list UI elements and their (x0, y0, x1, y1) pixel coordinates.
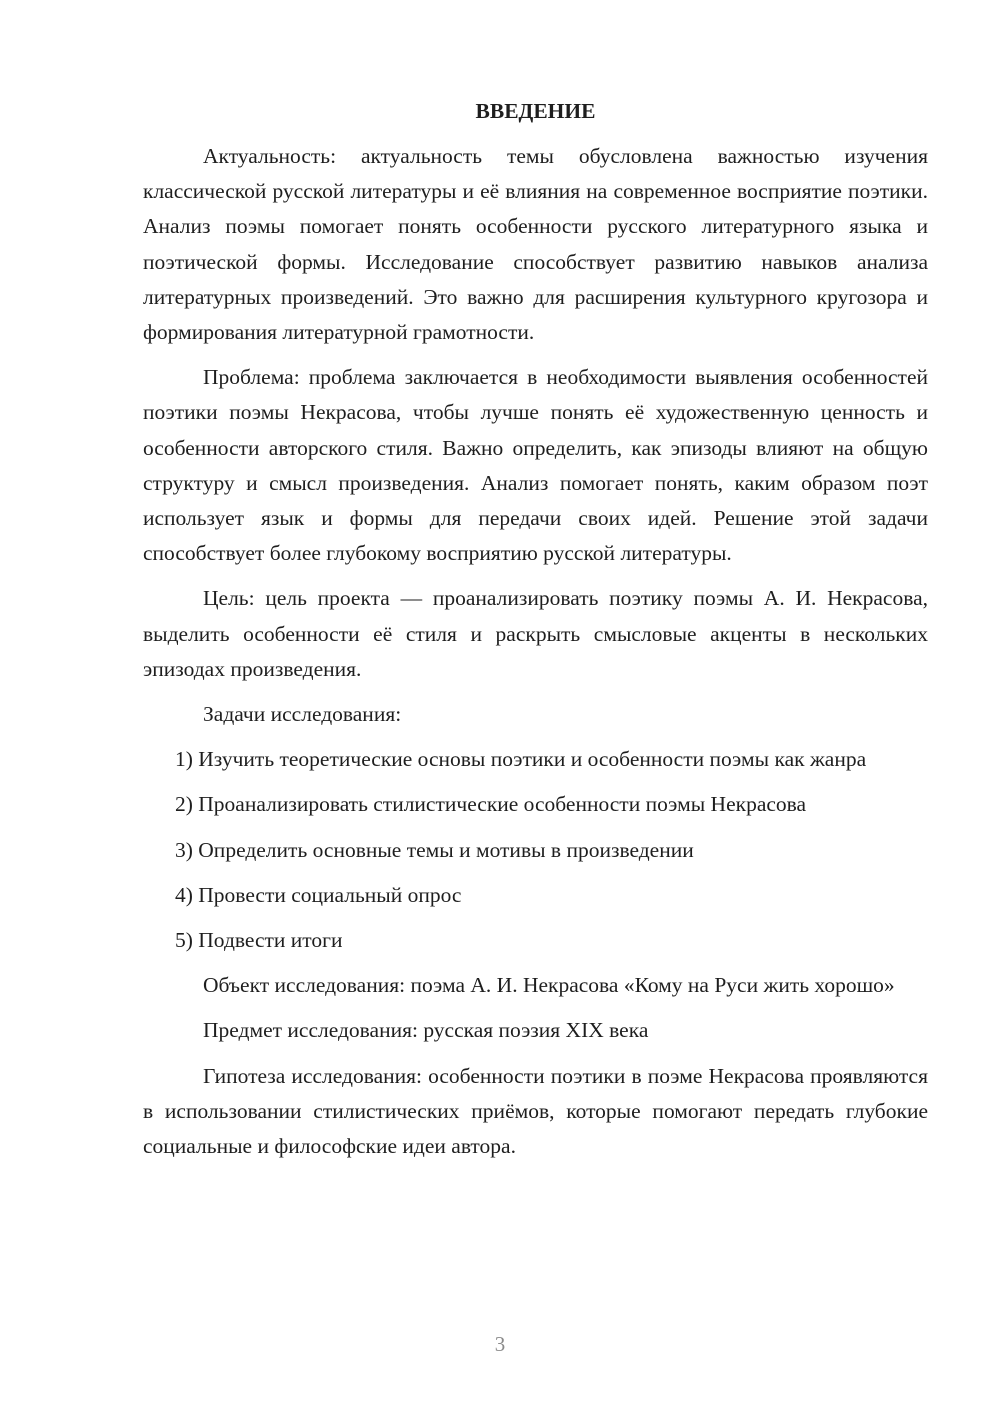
task-item: 2) Проанализировать стилистические особенности поэмы Некрасова (175, 792, 807, 817)
task-item: 3) Определить основные темы и мотивы в произведении (175, 837, 694, 862)
document-body (143, 94, 928, 1174)
task-item: 4) Провести социальный опрос (175, 882, 462, 907)
problem-paragraph: Проблема: проблема заключается в необходимости выявления особенностей поэтики поэмы Некрасова, чтобы лучше понять её художественную ценность и особенности авторского стиля. Важно определить, как эпизоды влияют на общую структуру и смысл произведения. Анализ помогает понять, каким образом поэт использует язык и формы для передачи своих идей. Решение этой задачи способствует более глубокому восприятию русской литературы. (143, 365, 928, 566)
hypothesis-paragraph: Гипотеза исследования: особенности поэтики в поэме Некрасова проявляются в использовании стилистических приёмов, которые помогают передать глубокие социальные и философские идеи автора. (143, 1063, 928, 1159)
page-number: 3 (494, 1332, 506, 1356)
page-title: ВВЕДЕНИЕ (475, 99, 596, 123)
relevance-paragraph: Актуальность: актуальность темы обусловлена важностью изучения классической русской литературы и её влияния на современное восприятие поэтики. Анализ поэмы помогает понять особенности русского литературного языка и поэтической формы. Исследование способствует развитию навыков анализа литературных произведений. Это важно для расширения культурного кругозора и формирования литературной грамотности. (143, 144, 928, 345)
task-item: 5) Подвести итоги (175, 928, 343, 953)
task-item: 1) Изучить теоретические основы поэтики и особенности поэмы как жанра (175, 747, 867, 772)
goal-paragraph: Цель: цель проекта — проанализировать поэтику поэмы А. И. Некрасова, выделить особенности её стиля и раскрыть смысловые акценты в нескольких эпизодах произведения. (143, 586, 928, 681)
subject-paragraph: Предмет исследования: русская поэзия XIX века (203, 1018, 649, 1043)
tasks-heading: Задачи исследования: (203, 702, 402, 727)
object-paragraph: Объект исследования: поэма А. И. Некрасова «Кому на Руси жить хорошо» (203, 973, 895, 998)
